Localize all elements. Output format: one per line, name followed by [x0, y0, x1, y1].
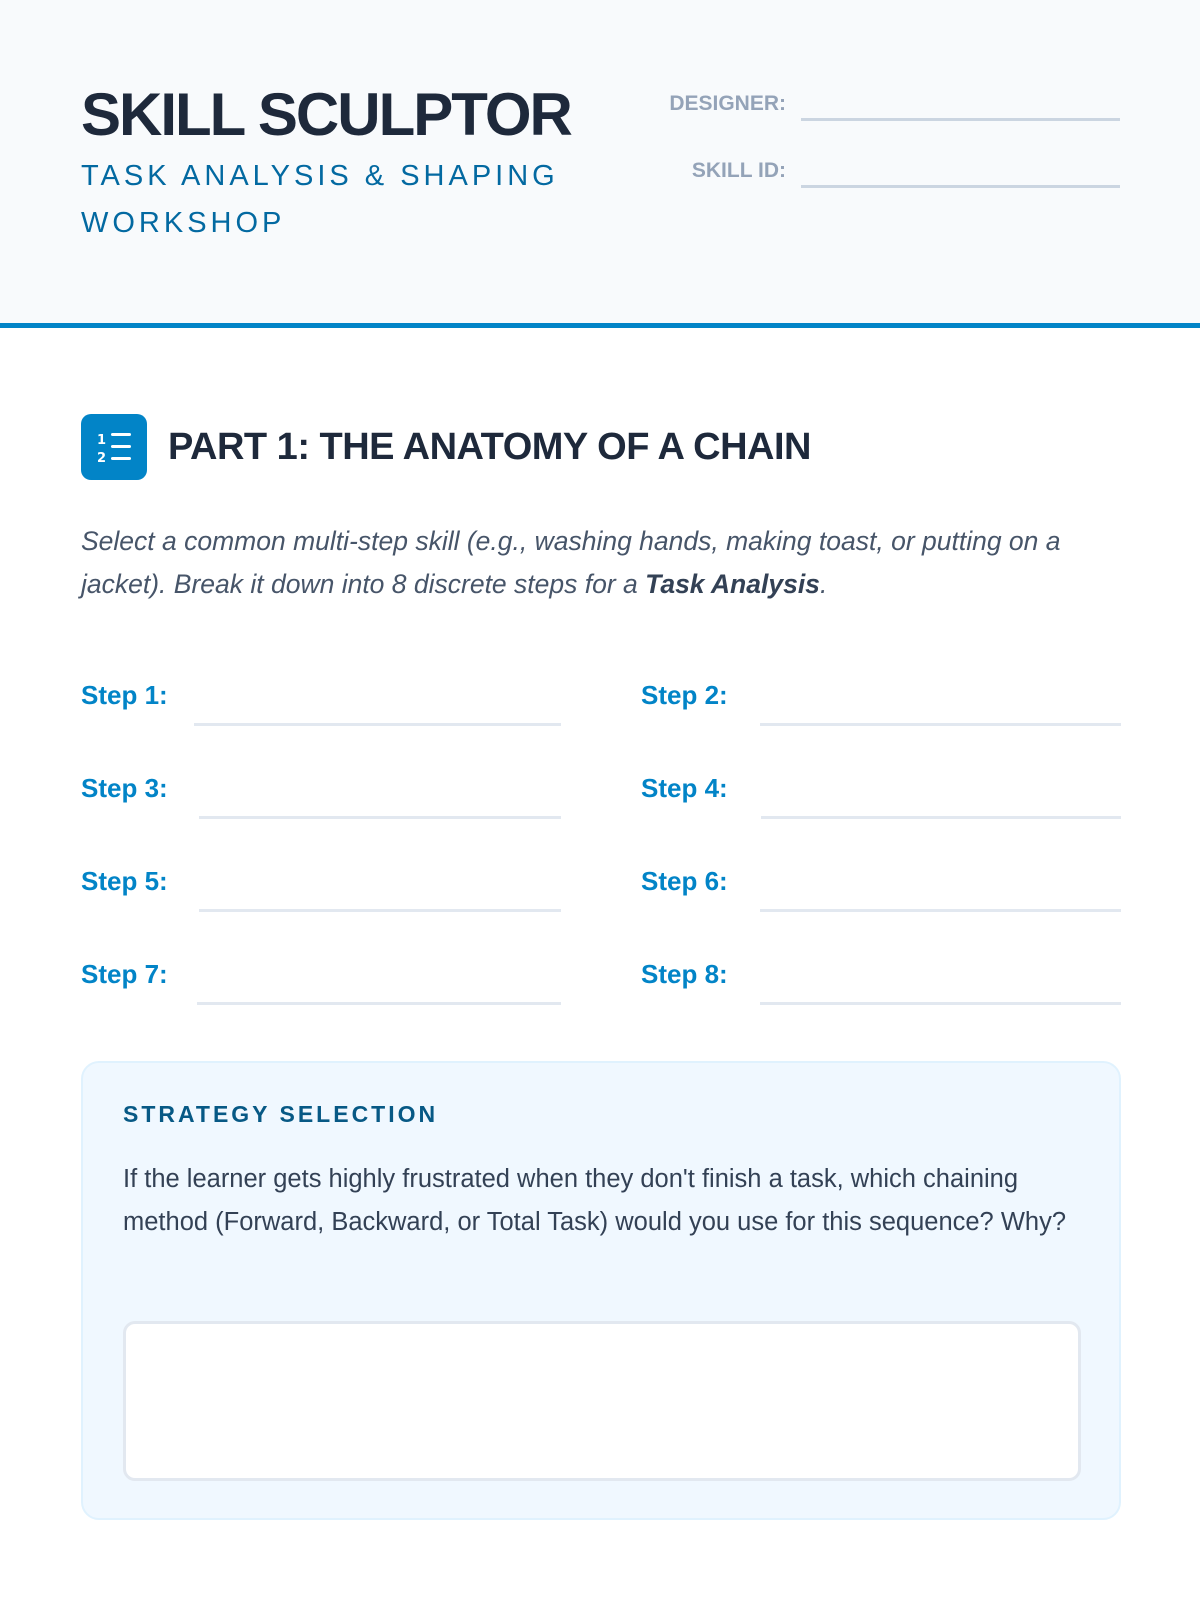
- part1-instructions: [81, 520, 1121, 606]
- step-6-field: [641, 866, 1121, 916]
- skill-id-label: SKILL ID:: [691, 159, 786, 182]
- intro-emphasis: Task Analysis: [645, 569, 820, 599]
- step-3-field: [81, 773, 561, 823]
- intro-end: .: [819, 569, 828, 599]
- intro-text: Select a common multi-step skill (e.g., washing hands, making toast, or putting on a jacket). Break it down into 8 discrete steps for a: [81, 526, 1061, 599]
- designer-label: DESIGNER:: [669, 92, 786, 115]
- step-5-input-line[interactable]: [199, 909, 561, 912]
- step-7-input-line[interactable]: [197, 1002, 561, 1005]
- step-2-field: [641, 680, 1121, 730]
- part1-title: PART 1: THE ANATOMY OF A CHAIN: [168, 426, 811, 468]
- strategy-answer-box[interactable]: [123, 1321, 1081, 1481]
- step-7-label: Step 7:: [81, 959, 168, 989]
- step-4-field: [641, 773, 1121, 823]
- step-8-input-line[interactable]: [760, 1002, 1121, 1005]
- skill-id-input-line[interactable]: [801, 185, 1120, 188]
- step-4-input-line[interactable]: [761, 816, 1121, 819]
- svg-text:2: 2: [97, 451, 107, 466]
- step-8-label: Step 8:: [641, 959, 728, 989]
- step-4-label: Step 4:: [641, 773, 728, 803]
- strategy-question: If the learner gets highly frustrated when they don't finish a task, which chaining method (Forward, Backward, or Total Task) would you use for this sequence? Why?: [123, 1165, 1067, 1236]
- step-3-label: Step 3:: [81, 773, 168, 803]
- numbered-list-icon: [81, 414, 147, 480]
- designer-input-line[interactable]: [801, 118, 1120, 121]
- step-5-field: [81, 866, 561, 916]
- worksheet-subtitle: TASK ANALYSIS & SHAPING WORKSHOP: [81, 160, 559, 239]
- worksheet-header: [0, 0, 1200, 328]
- step-2-input-line[interactable]: [760, 723, 1121, 726]
- step-7-field: [81, 959, 561, 1009]
- strategy-selection-panel: [81, 1061, 1121, 1520]
- step-3-input-line[interactable]: [199, 816, 561, 819]
- worksheet-title: SKILL SCULPTOR: [81, 81, 571, 148]
- step-5-label: Step 5:: [81, 866, 168, 896]
- skill-id-field: [600, 155, 1120, 195]
- designer-field: [600, 88, 1120, 128]
- step-6-label: Step 6:: [641, 866, 728, 896]
- step-1-input-line[interactable]: [194, 723, 561, 726]
- step-8-field: [641, 959, 1121, 1009]
- svg-text:1: 1: [97, 433, 107, 448]
- step-6-input-line[interactable]: [760, 909, 1121, 912]
- step-1-label: Step 1:: [81, 680, 168, 710]
- step-1-field: [81, 680, 561, 730]
- strategy-title: STRATEGY SELECTION: [123, 1101, 439, 1127]
- step-2-label: Step 2:: [641, 680, 728, 710]
